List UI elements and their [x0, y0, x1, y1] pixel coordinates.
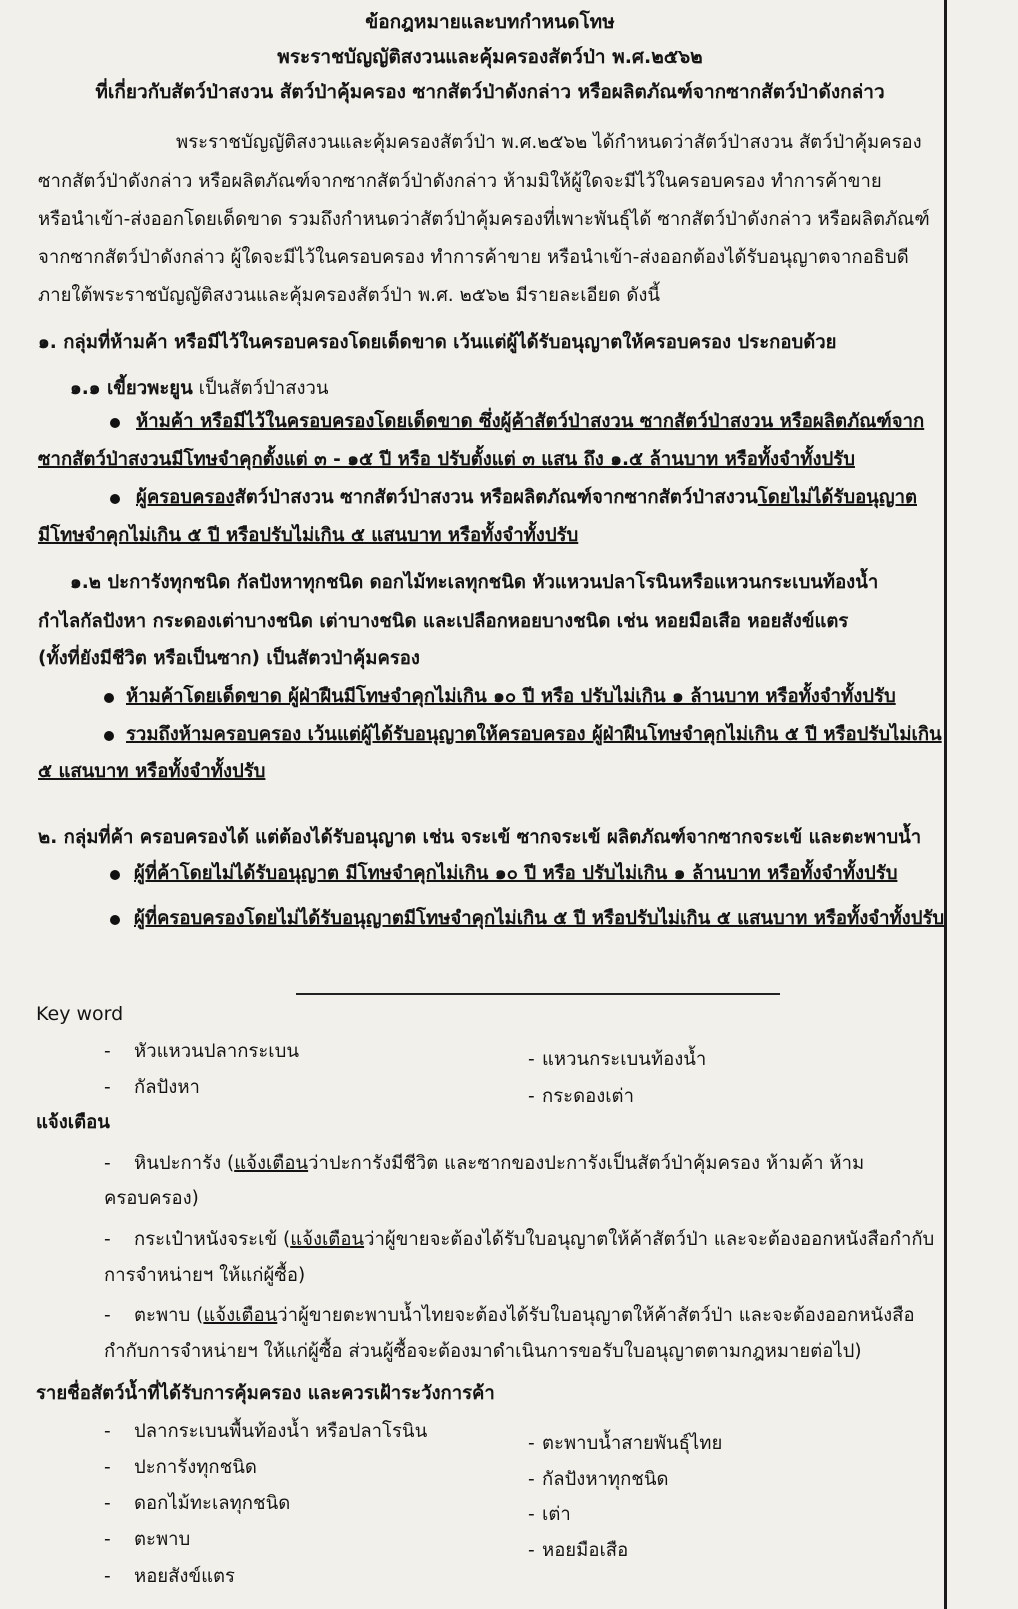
dash: -: [104, 1493, 111, 1514]
section1-heading: ๑. กลุ่มที่ห้ามค้า หรือมีไว้ในครอบครองโดยเด็ดขาด เว้นแต่ผู้ได้รับอนุญาตให้ครอบครอง ประกอบด้วย: [38, 332, 837, 353]
bullet-icon: [110, 494, 120, 504]
s2-bullet1: ผู้ที่ค้าโดยไม่ได้รับอนุญาต มีโทษจำคุกไม่เกิน ๑๐ ปี หรือ ปรับไม่เกิน ๑ ล้านบาท หรือทั้งจำทั้งปรับ: [134, 863, 898, 884]
keyword-item: กัลปังหา: [134, 1077, 200, 1098]
dash: -: [528, 1469, 535, 1490]
dash: -: [528, 1433, 535, 1454]
dash: -: [104, 1077, 111, 1098]
dash: -: [528, 1049, 535, 1070]
dash: -: [528, 1504, 535, 1525]
divider: [296, 993, 780, 995]
s11-bullet2-end: โดยไม่ได้รับอนุญาต: [757, 487, 917, 508]
bullet-icon: [110, 915, 120, 925]
dash: -: [104, 1041, 111, 1062]
warning-heading: แจ้งเตือน: [36, 1112, 110, 1133]
dash: -: [528, 1540, 535, 1561]
s11-bullet1-line1: ห้ามค้า หรือมีไว้ในครอบครองโดยเด็ดขาด ซึ่งผู้ค้าสัตว์ป่าสงวน ซากสัตว์ป่าสงวน หรือผลิตภัณฑ์จาก: [136, 411, 925, 432]
protected-item: ปลากระเบนพื้นท้องน้ำ หรือปลาโรนิน: [134, 1421, 428, 1442]
bullet-icon: [110, 870, 120, 880]
warning-2-item: กระเป๋าหนังจระเข้ (: [134, 1229, 291, 1250]
warning-1-line2: ครอบครอง): [104, 1188, 199, 1209]
protected-item: หอยมือเสือ: [542, 1540, 629, 1561]
warning-2-text: ว่าผู้ขายจะต้องได้รับใบอนุญาตให้ค้าสัตว์ป่า และจะต้องออกหนังสือกำกับ: [364, 1229, 935, 1250]
warning-1-text: ว่าปะการังมีชีวิต และซากของปะการังเป็นสัตว์ป่าคุ้มครอง ห้ามค้า ห้าม: [308, 1153, 865, 1174]
dash: -: [104, 1421, 111, 1442]
bullet-icon: [104, 693, 114, 703]
dash: -: [104, 1229, 111, 1250]
section1-1-desc: เป็นสัตว์ป่าสงวน: [192, 378, 329, 399]
dash: -: [104, 1305, 111, 1326]
dash: -: [104, 1529, 111, 1550]
protected-heading: รายชื่อสัตว์น้ำที่ได้รับการคุ้มครอง และควรเฝ้าระวังการค้า: [36, 1383, 495, 1404]
dash: -: [104, 1566, 111, 1587]
keyword-item: แหวนกระเบนท้องน้ำ: [542, 1049, 707, 1070]
dash: -: [528, 1086, 535, 1107]
dash: -: [104, 1153, 111, 1174]
s11-bullet2-line2: มีโทษจำคุกไม่เกิน ๕ ปี หรือปรับไม่เกิน ๕ แสนบาท หรือทั้งจำทั้งปรับ: [38, 525, 579, 546]
s12-line3: (ทั้งที่ยังมีชีวิต หรือเป็นซาก) เป็นสัตวป่าคุ้มครอง: [38, 648, 420, 669]
warning-1-line1: [134, 1152, 864, 1176]
intro-line-1: พระราชบัญญัติสงวนและคุ้มครองสัตว์ป่า พ.ศ.๒๕๖๒ ได้กำหนดว่าสัตว์ป่าสงวน สัตว์ป่าคุ้มครอง: [176, 132, 922, 153]
warning-2-line1: [134, 1228, 934, 1252]
protected-item: ตะพาบน้ำสายพันธุ์ไทย: [542, 1433, 723, 1454]
intro-line-4: จากซากสัตว์ป่าดังกล่าว ผู้ใดจะมีไว้ในครอบครอง ทำการค้าขาย หรือนำเข้า-ส่งออกต้องได้รับอนุญาตจากอธิบดี: [38, 247, 909, 268]
warning-3-line2: กำกับการจำหน่ายฯ ให้แก่ผู้ซื้อ ส่วนผู้ซื้อจะต้องมาดำเนินการขอรับใบอนุญาตตามกฎหมายต่อไป): [104, 1341, 862, 1362]
warning-label: แจ้งเตือน: [203, 1305, 278, 1326]
section1-1-heading: [70, 377, 329, 401]
s12-bullet1: ห้ามค้าโดยเด็ดขาด ผู้ฝ่าฝืนมีโทษจำคุกไม่เกิน ๑๐ ปี หรือ ปรับไม่เกิน ๑ ล้านบาท หรือทั้งจำทั้งปรับ: [126, 686, 896, 707]
s12-bullet2-line1: รวมถึงห้ามครอบครอง เว้นแต่ผู้ได้รับอนุญาตให้ครอบครอง ผู้ฝ่าฝืนโทษจำคุกไม่เกิน ๕ ปี หรือปรับไม่เกิน: [126, 724, 942, 745]
s12-line1: ๑.๒ ปะการังทุกชนิด กัลปังหาทุกชนิด ดอกไม้ทะเลทุกชนิด หัวแหวนปลาโรนินหรือแหวนกระเบนท้องน้ำ: [70, 572, 879, 593]
margin-line: [944, 0, 947, 1609]
dash: -: [104, 1457, 111, 1478]
bullet-icon: [104, 731, 114, 741]
bullet-icon: [110, 418, 120, 428]
intro-line-5: ภายใต้พระราชบัญญัติสงวนและคุ้มครองสัตว์ป่า พ.ศ. ๒๕๖๒ มีรายละเอียด ดังนี้: [38, 285, 661, 306]
warning-label: แจ้งเตือน: [290, 1229, 365, 1250]
warning-1-item: หินปะการัง (: [134, 1153, 235, 1174]
warning-3-line1: [134, 1304, 915, 1328]
protected-item: ปะการังทุกชนิด: [134, 1457, 257, 1478]
keyword-heading: Key word: [36, 1003, 124, 1025]
intro-line-2: ซากสัตว์ป่าดังกล่าว หรือผลิตภัณฑ์จากซากสัตว์ป่าดังกล่าว ห้ามมิให้ผู้ใดจะมีไว้ในครอบครอง ทำการค้าขาย: [38, 171, 882, 192]
protected-item: หอยสังข์แตร: [134, 1566, 235, 1587]
warning-label: แจ้งเตือน: [234, 1153, 309, 1174]
keyword-item: หัวแหวนปลากระเบน: [134, 1041, 299, 1062]
protected-item: ตะพาบ: [134, 1529, 191, 1550]
protected-item: ดอกไม้ทะเลทุกชนิด: [134, 1493, 291, 1514]
s11-bullet2-line1: [136, 486, 917, 510]
intro-line-3: หรือนำเข้า-ส่งออกโดยเด็ดขาด รวมถึงกำหนดว่าสัตว์ป่าคุ้มครองที่เพาะพันธุ์ได้ ซากสัตว์ป่าดังกล่าว หรือผลิตภัณฑ์: [38, 209, 930, 230]
s12-line2: กำไลกัลปังหา กระดองเต่าบางชนิด เต่าบางชนิด และเปลือกหอยบางชนิด เช่น หอยมือเสือ หอยสังข์แตร: [38, 611, 849, 632]
s11-bullet1-line2: ซากสัตว์ป่าสงวนมีโทษจำคุกตั้งแต่ ๓ - ๑๕ ปี หรือ ปรับตั้งแต่ ๓ แสน ถึง ๑.๕ ล้านบาท หรือทั้งจำทั้งปรับ: [38, 449, 855, 470]
title-line-2: พระราชบัญญัติสงวนและคุ้มครองสัตว์ป่า พ.ศ.๒๕๖๒: [277, 46, 703, 68]
s11-bullet2-subject: ผู้ครอบครอง: [136, 487, 235, 508]
title-line-3: ที่เกี่ยวกับสัตว์ป่าสงวน สัตว์ป่าคุ้มครอง ซากสัตว์ป่าดังกล่าว หรือผลิตภัณฑ์จากซากสัตว์ป่าดังกล่าว: [95, 81, 885, 103]
s12-bullet2-line2: ๕ แสนบาท หรือทั้งจำทั้งปรับ: [38, 761, 266, 782]
s11-bullet2-mid: สัตว์ป่าสงวน ซากสัตว์ป่าสงวน หรือผลิตภัณฑ์จากซากสัตว์ป่าสงวน: [234, 487, 758, 508]
protected-item: เต่า: [542, 1504, 571, 1525]
warning-3-text: ว่าผู้ขายตะพาบน้ำไทยจะต้องได้รับใบอนุญาตให้ค้าสัตว์ป่า และจะต้องออกหนังสือ: [277, 1305, 915, 1326]
keyword-item: กระดองเต่า: [542, 1086, 634, 1107]
protected-item: กัลปังหาทุกชนิด: [542, 1469, 669, 1490]
s2-bullet2: ผู้ที่ครอบครองโดยไม่ได้รับอนุญาตมีโทษจำคุกไม่เกิน ๕ ปี หรือปรับไม่เกิน ๕ แสนบาท หรือทั้งจำทั้งปรับ: [134, 908, 945, 929]
section2-heading: ๒. กลุ่มที่ค้า ครอบครองได้ แต่ต้องได้รับอนุญาต เช่น จระเข้ ซากจระเข้ ผลิตภัณฑ์จากซากจระเข้ และตะพาบน้ำ: [38, 827, 922, 848]
title-line-1: ข้อกฎหมายและบทกำหนดโทษ: [365, 11, 615, 33]
warning-2-line2: การจำหน่ายฯ ให้แก่ผู้ซื้อ): [104, 1265, 306, 1286]
warning-3-item: ตะพาบ (: [134, 1305, 204, 1326]
section1-1-label: ๑.๑ เขี้ยวพะยูน: [70, 378, 193, 399]
